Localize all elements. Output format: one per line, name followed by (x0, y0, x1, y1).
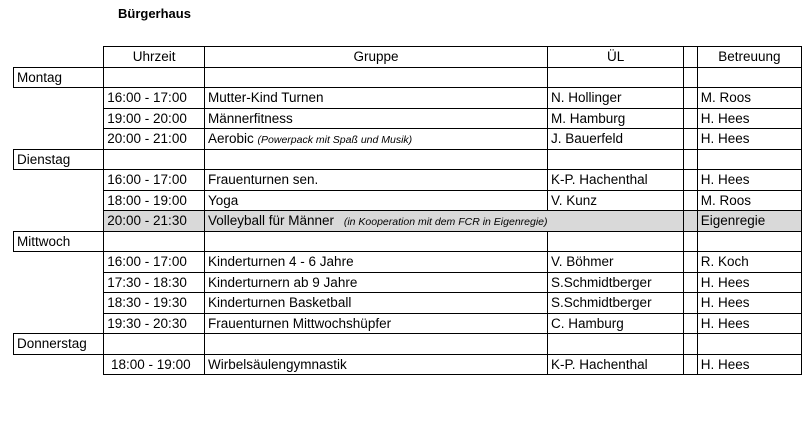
spacer-cell (684, 108, 698, 129)
spacer-cell (684, 354, 698, 375)
day-label: Donnerstag (14, 334, 104, 355)
time-cell: 16:00 - 17:00 (104, 252, 205, 273)
day-row (14, 334, 802, 355)
leader-cell: J. Bauerfeld (548, 129, 684, 150)
care-cell: H. Hees (697, 354, 801, 375)
group-name: Frauenturnen Mittwochshüpfer (207, 315, 392, 331)
empty-cell (548, 231, 684, 252)
indent-cell (14, 272, 104, 293)
group-name: Kinderturnen Basketball (207, 295, 352, 311)
indent-cell (14, 354, 104, 375)
indent-cell (14, 211, 104, 232)
table-row (14, 190, 802, 211)
group-cell (204, 354, 547, 375)
time-cell: 18:00 - 19:00 (104, 190, 205, 211)
table-row (14, 293, 802, 314)
indent-cell (14, 190, 104, 211)
page-title: Bürgerhaus (118, 6, 191, 21)
group-name: Männerfitness (207, 110, 293, 126)
leader-cell: N. Hollinger (548, 88, 684, 109)
leader-cell: K-P. Hachenthal (548, 170, 684, 191)
care-cell: H. Hees (697, 313, 801, 334)
empty-cell (104, 149, 205, 170)
group-cell (204, 108, 547, 129)
leader-cell: V. Kunz (548, 190, 684, 211)
care-cell: H. Hees (697, 129, 801, 150)
table-row (14, 129, 802, 150)
leader-cell (548, 211, 684, 232)
care-cell: M. Roos (697, 88, 801, 109)
empty-corner (14, 47, 104, 68)
empty-cell (684, 231, 698, 252)
leader-cell: S.Schmidtberger (548, 293, 684, 314)
table-row (14, 88, 802, 109)
group-name: Frauenturnen sen. (207, 172, 319, 188)
day-label: Dienstag (14, 149, 104, 170)
leader-cell: V. Böhmer (548, 252, 684, 273)
care-cell: R. Koch (697, 252, 801, 273)
spacer-cell (684, 313, 698, 334)
time-cell: 18:30 - 19:30 (104, 293, 205, 314)
empty-cell (548, 67, 684, 88)
group-cell (204, 211, 547, 232)
group-note: (Powerpack mit Spaß und Musik) (257, 134, 413, 147)
group-note: (in Kooperation mit dem FCR in Eigenregie) (343, 216, 548, 229)
group-name: Wirbelsäulengymnastik (207, 356, 347, 372)
empty-cell (697, 149, 801, 170)
table-row (14, 252, 802, 273)
group-name: Aerobic (207, 131, 254, 147)
spacer-cell (684, 252, 698, 273)
group-name: Kinderturnern ab 9 Jahre (207, 274, 358, 290)
empty-cell (204, 149, 547, 170)
day-label: Montag (14, 67, 104, 88)
spacer-cell (684, 88, 698, 109)
table-row (14, 272, 802, 293)
empty-cell (548, 334, 684, 355)
spacer-cell (684, 272, 698, 293)
spacer-cell (684, 170, 698, 191)
spacer-cell (684, 293, 698, 314)
time-cell: 16:00 - 17:00 (104, 170, 205, 191)
care-cell: Eigenregie (697, 211, 801, 232)
group-cell (204, 190, 547, 211)
group-name: Mutter-Kind Turnen (207, 90, 324, 106)
header-time: Uhrzeit (104, 47, 205, 68)
header-spacer (684, 47, 698, 68)
care-cell: H. Hees (697, 108, 801, 129)
indent-cell (14, 108, 104, 129)
indent-cell (14, 170, 104, 191)
group-name: Yoga (207, 192, 239, 208)
table-row (14, 211, 802, 232)
leader-cell: C. Hamburg (548, 313, 684, 334)
day-row (14, 67, 802, 88)
time-cell: 17:30 - 18:30 (104, 272, 205, 293)
indent-cell (14, 252, 104, 273)
care-cell: H. Hees (697, 272, 801, 293)
indent-cell (14, 88, 104, 109)
empty-cell (697, 67, 801, 88)
empty-cell (204, 67, 547, 88)
day-row (14, 231, 802, 252)
time-cell: 19:00 - 20:00 (104, 108, 205, 129)
care-cell: M. Roos (697, 190, 801, 211)
empty-cell (697, 231, 801, 252)
empty-cell (104, 231, 205, 252)
group-name: Volleyball für Männer (207, 213, 335, 229)
indent-cell (14, 129, 104, 150)
time-cell: 20:00 - 21:00 (104, 129, 205, 150)
time-cell: 18:00 - 19:00 (104, 354, 205, 375)
care-cell: H. Hees (697, 293, 801, 314)
group-cell (204, 252, 547, 273)
group-cell (204, 313, 547, 334)
indent-cell (14, 313, 104, 334)
group-cell (204, 272, 547, 293)
table-row (14, 170, 802, 191)
table-row (14, 313, 802, 334)
care-cell: H. Hees (697, 170, 801, 191)
day-row (14, 149, 802, 170)
group-cell (204, 293, 547, 314)
spacer-cell (684, 129, 698, 150)
empty-cell (104, 67, 205, 88)
group-cell (204, 88, 547, 109)
empty-cell (684, 67, 698, 88)
group-name: Kinderturnen 4 - 6 Jahre (207, 254, 354, 270)
empty-cell (104, 334, 205, 355)
group-cell (204, 129, 547, 150)
table-row (14, 108, 802, 129)
leader-cell: M. Hamburg (548, 108, 684, 129)
spacer-cell (684, 211, 698, 232)
time-cell: 16:00 - 17:00 (104, 88, 205, 109)
empty-cell (204, 231, 547, 252)
leader-cell: S.Schmidtberger (548, 272, 684, 293)
table-row (14, 354, 802, 375)
empty-cell (684, 334, 698, 355)
header-leader: ÜL (548, 47, 684, 68)
group-cell (204, 170, 547, 191)
time-cell: 20:00 - 21:30 (104, 211, 205, 232)
header-group: Gruppe (204, 47, 547, 68)
header-care: Betreuung (697, 47, 801, 68)
time-cell: 19:30 - 20:30 (104, 313, 205, 334)
schedule-table (13, 46, 802, 375)
empty-cell (204, 334, 547, 355)
empty-cell (684, 149, 698, 170)
day-label: Mittwoch (14, 231, 104, 252)
leader-cell: K-P. Hachenthal (548, 354, 684, 375)
header-row (14, 47, 802, 68)
empty-cell (548, 149, 684, 170)
empty-cell (697, 334, 801, 355)
indent-cell (14, 293, 104, 314)
spacer-cell (684, 190, 698, 211)
